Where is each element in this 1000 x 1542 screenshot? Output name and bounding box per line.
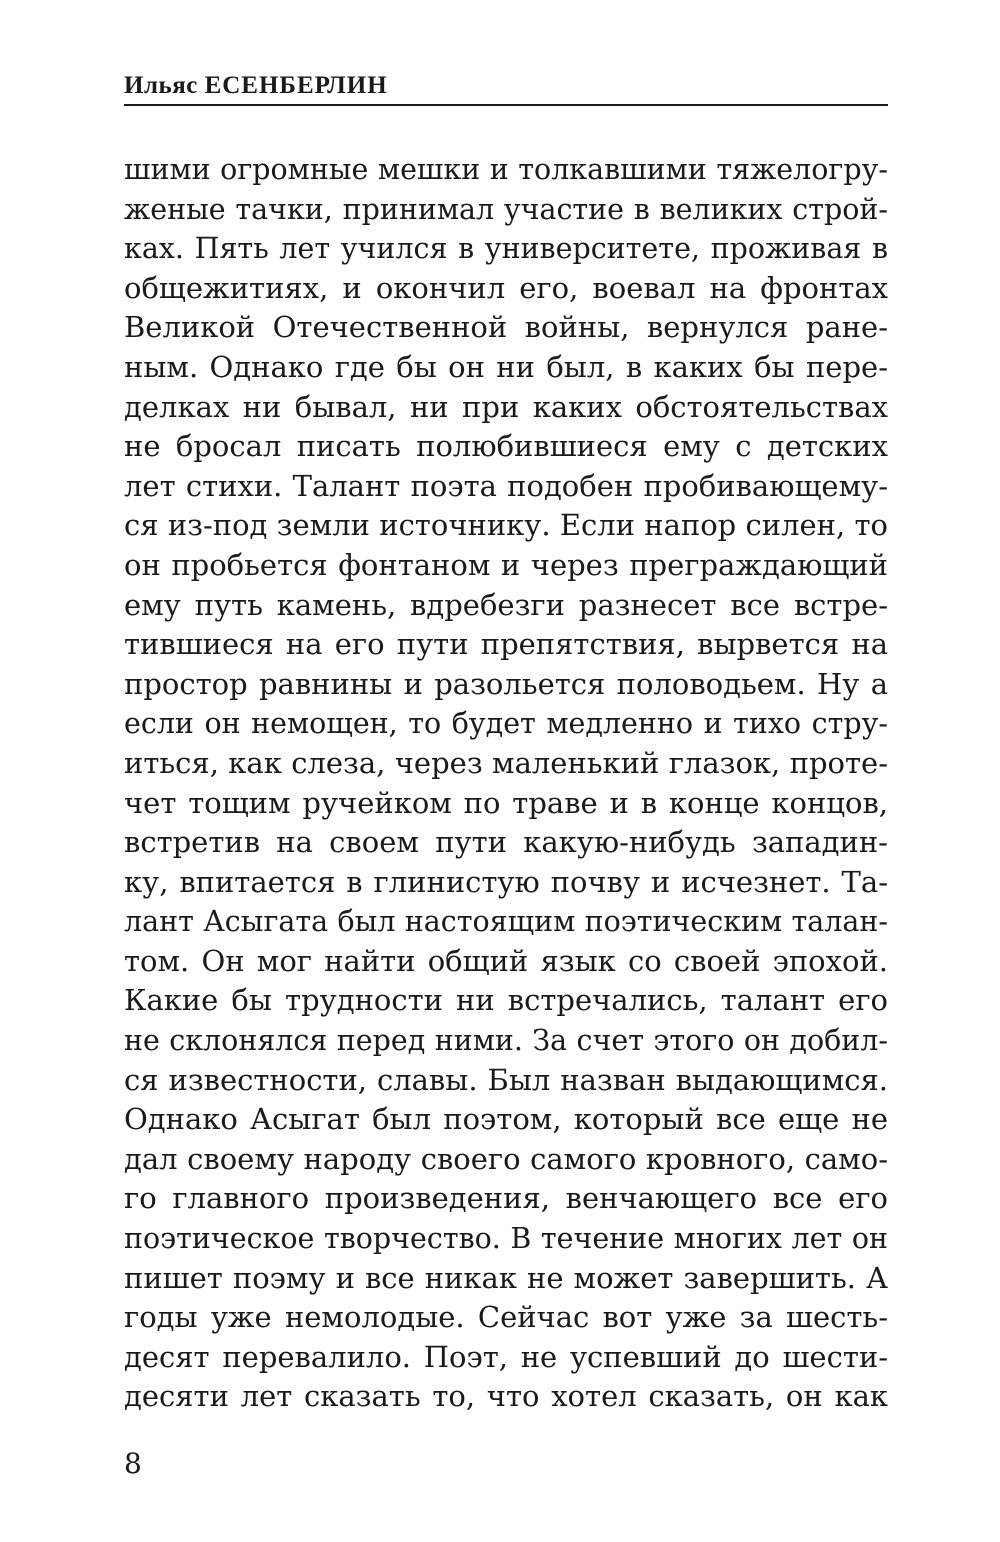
text-line: шими огромные мешки и толкавшими тяжелогру- — [124, 153, 888, 186]
text-line: лант Асыгата был настоящим поэтическим талан- — [124, 905, 888, 939]
text-line: десяти лет сказать то, что хотел сказать, он как — [124, 1379, 888, 1414]
text-line: ным. Однако где бы он ни был, в каких бы пере- — [124, 349, 888, 384]
text-line: Великой Отечественной войны, вернулся ране- — [124, 310, 888, 345]
text-line: делках ни бывал, ни при каких обстоятельствах — [124, 389, 888, 424]
text-line: иться, как слеза, через маленький глазок, проте- — [124, 745, 888, 780]
text-line: не склонялся перед ними. За счет этого он добил- — [124, 1024, 888, 1058]
text-line: ку, впитается в глинистую почву и исчезнет. Та- — [124, 864, 888, 899]
text-line: десят перевалило. Поэт, не успевший до шести- — [124, 1339, 888, 1374]
text-line: простор равнины и разольется половодьем. Ну а — [124, 666, 888, 701]
author-first-name: Ильяс — [124, 72, 198, 99]
text-line: поэтическое творчество. В течение многих лет он — [124, 1222, 888, 1256]
text-line: ся известности, славы. Был назван выдающимся. — [124, 1062, 888, 1097]
text-line: он пробьется фонтаном и через преграждающий — [124, 547, 888, 582]
author-name — [124, 72, 388, 100]
text-line: общежитиях, и окончил его, воевал на фронтах — [124, 270, 888, 305]
text-line: встретив на своем пути какую-нибудь западин- — [124, 825, 888, 860]
text-line: тившиеся на его пути препятствия, вырвется на — [124, 627, 888, 662]
text-line: если он немощен, то будет медленно и тихо стру- — [124, 707, 888, 741]
text-line: чет тощим ручейком по траве и в конце концов, — [124, 785, 888, 820]
text-line: го главного произведения, венчающего все его — [124, 1181, 888, 1216]
text-line: пишет поэму и все никак не может завершить. А — [124, 1260, 888, 1295]
running-header — [124, 64, 888, 106]
text-line: ках. Пять лет учился в университете, проживая в — [124, 232, 888, 266]
author-last-name: ЕСЕНБЕРЛИН — [204, 72, 388, 99]
body-text — [124, 150, 888, 1417]
page-number: 8 — [124, 1447, 142, 1480]
text-line: лет стихи. Талант поэта подобен пробивающему- — [124, 468, 888, 503]
text-line: женые тачки, принимал участие в великих строй- — [124, 192, 888, 226]
text-line: годы уже немолодые. Сейчас вот уже за шесть- — [124, 1300, 888, 1335]
text-line: том. Он мог найти общий язык со своей эпохой. — [124, 943, 888, 978]
text-line: ся из-под земли источнику. Если напор силен, то — [124, 508, 888, 543]
text-line: ему путь камень, вдребезги разнесет все встре- — [124, 587, 888, 622]
text-line: Какие бы трудности ни встречались, талант его — [124, 983, 888, 1018]
text-line: дал своему народу своего самого кровного, само- — [124, 1141, 888, 1176]
text-line: Однако Асыгат был поэтом, который все еще не — [124, 1102, 888, 1137]
text-line: не бросал писать полюбившиеся ему с детских — [124, 429, 888, 464]
